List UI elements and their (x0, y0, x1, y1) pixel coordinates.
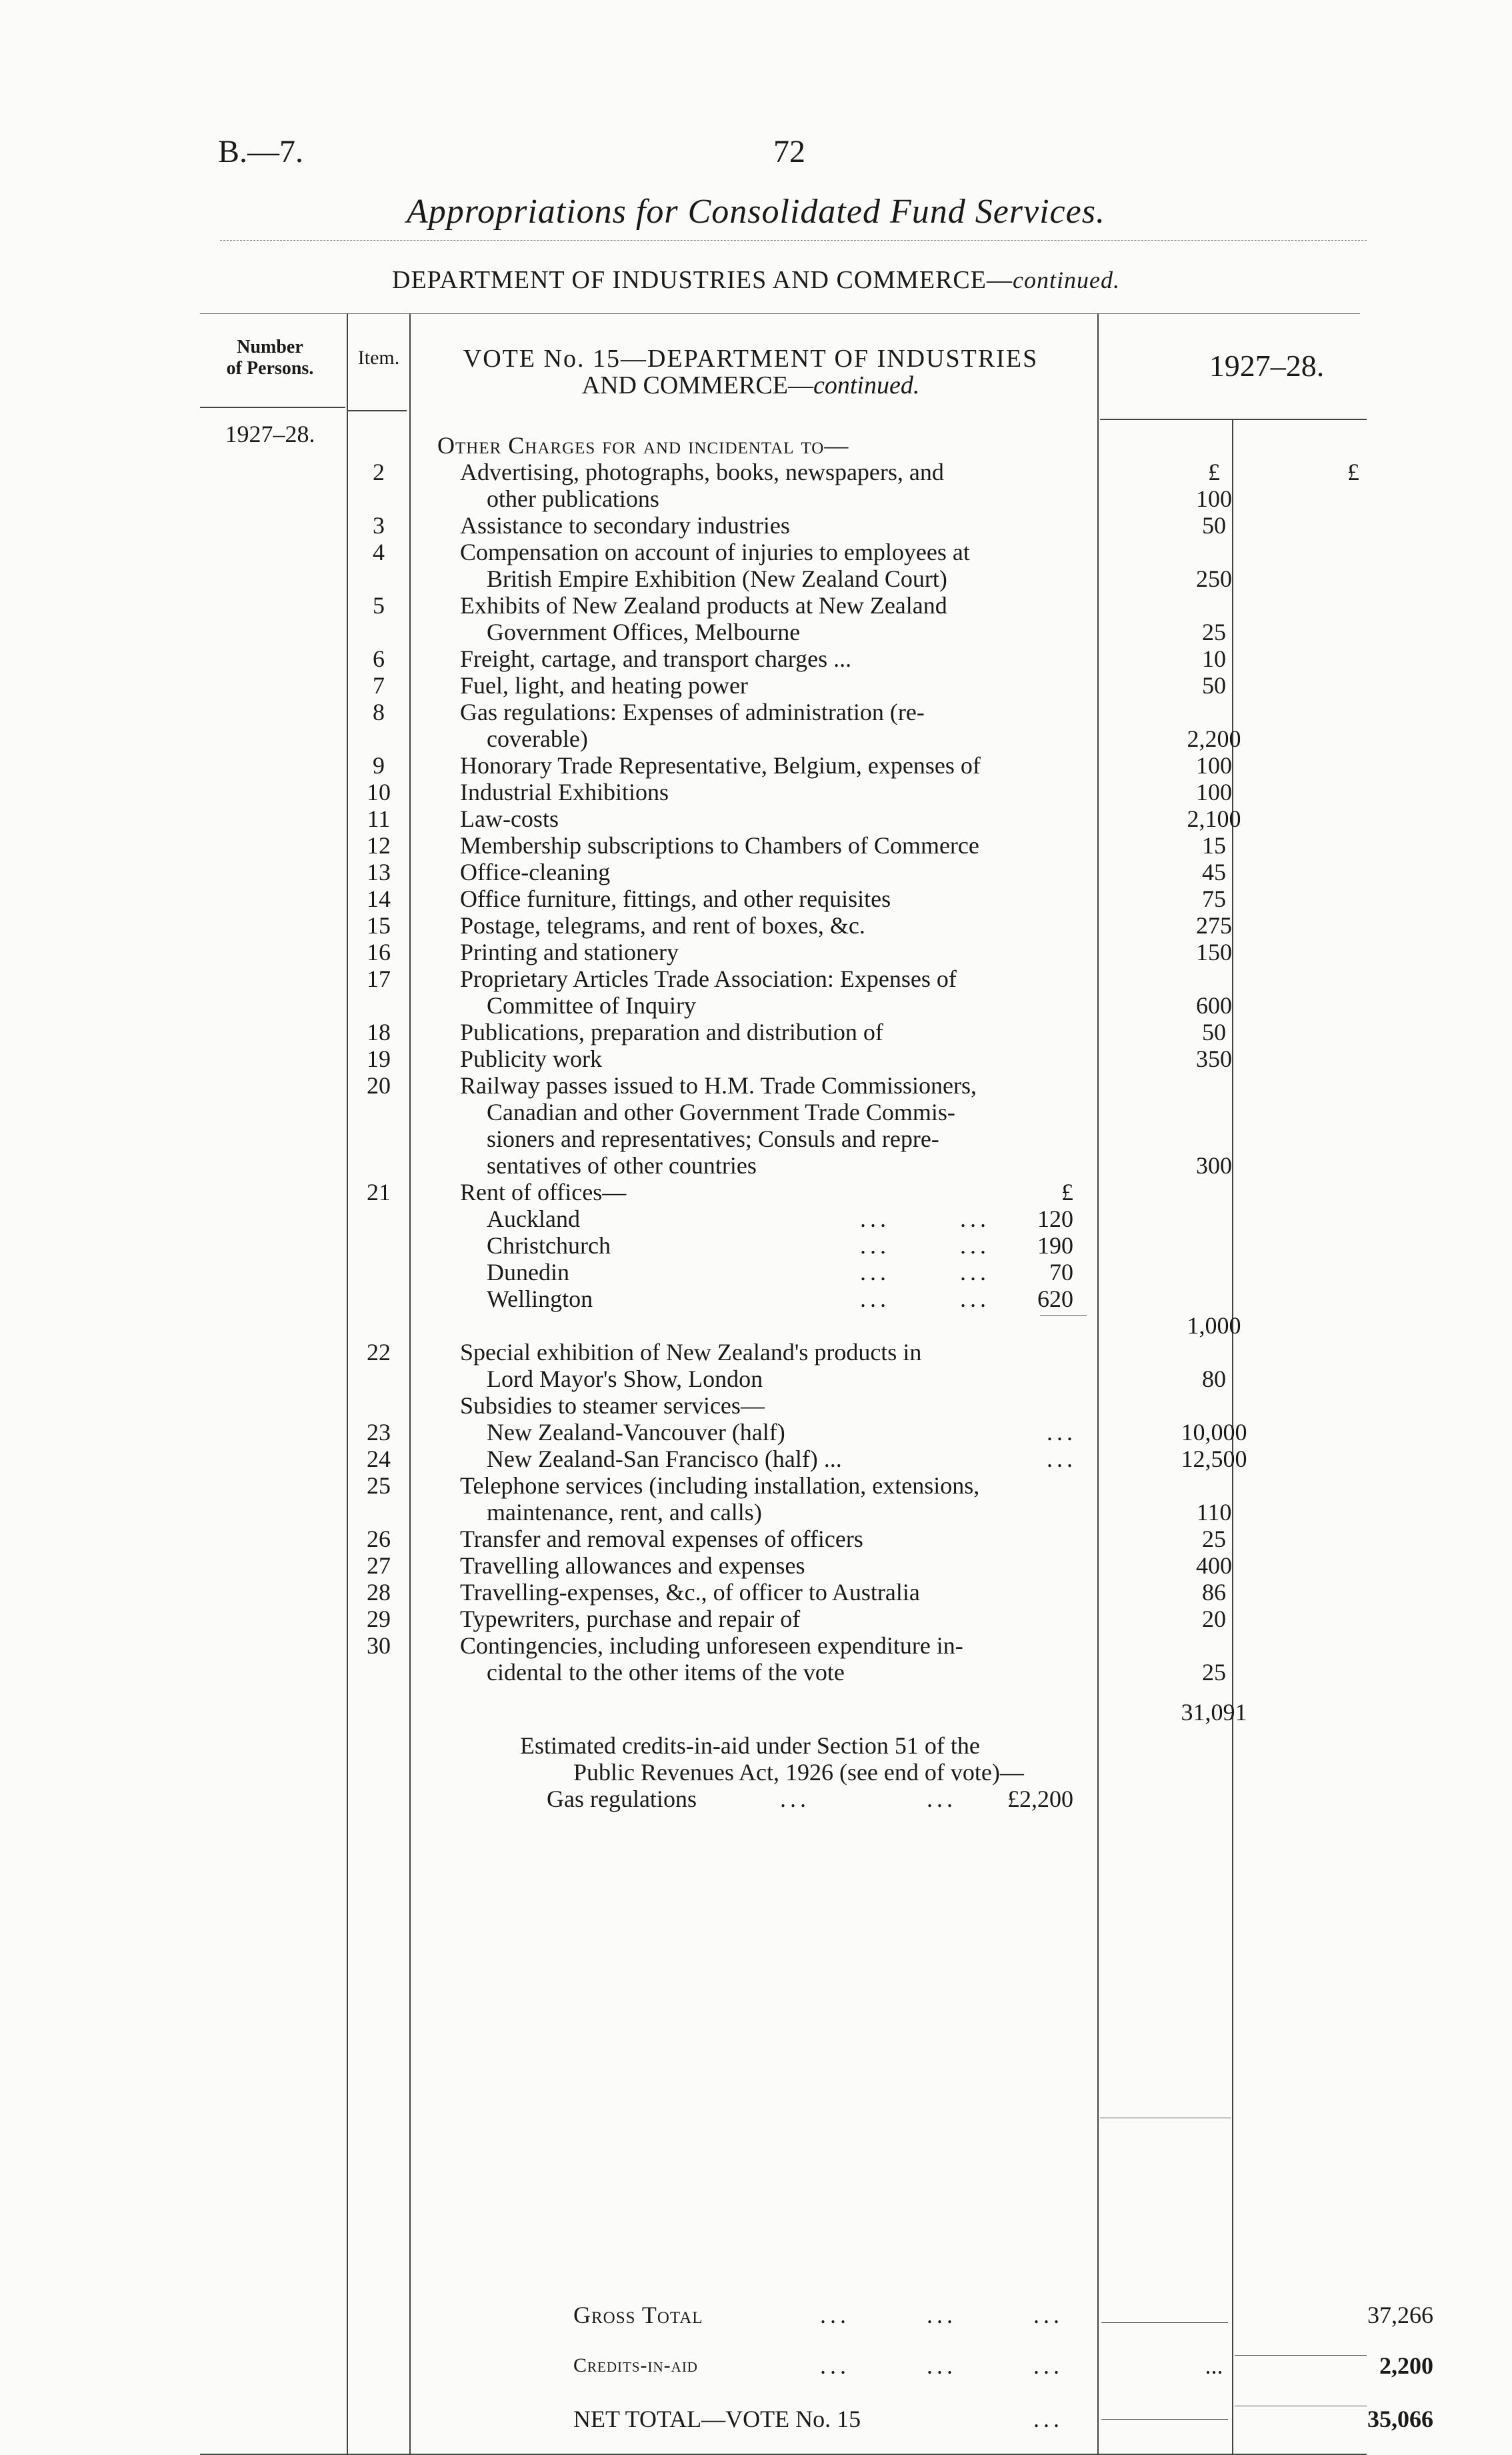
item-amount: 80 (1202, 1366, 1226, 1392)
table-row (353, 1286, 1433, 1312)
item-description: Committee of Inquiry (487, 992, 696, 1019)
dot-leader: ... (860, 1205, 890, 1232)
table-row (353, 805, 1433, 832)
item-description: Government Offices, Melbourne (487, 619, 801, 645)
credits-gas-label: Gas regulations (547, 1786, 697, 1812)
item-amount: 45 (1202, 859, 1226, 885)
table-row (353, 912, 1433, 939)
item-column-header: Item. (357, 347, 400, 369)
table-row (353, 725, 1433, 752)
department-heading (0, 265, 1512, 295)
table-row (353, 432, 1433, 459)
dot-leader: ... (927, 1786, 957, 1812)
item-description: Postage, telegrams, and rent of boxes, &c. (460, 912, 865, 939)
item-description: Special exhibition of New Zealand's products in (460, 1339, 922, 1366)
item-number: 23 (367, 1419, 391, 1446)
item-number: 9 (373, 752, 385, 779)
dot-leader: ... (1033, 2406, 1063, 2432)
office-amount: 620 (1037, 1286, 1073, 1312)
table-row (353, 1125, 1433, 1152)
item-amount: 100 (1196, 752, 1232, 779)
item-number: 15 (367, 912, 391, 939)
item-description: cidental to the other items of the vote (487, 1659, 845, 1686)
item-number: 19 (367, 1045, 391, 1072)
net-total-value: 35,066 (1367, 2406, 1433, 2432)
item-description: Telephone services (including installation, extensions, (460, 1472, 980, 1499)
rent-currency: £ (1061, 1179, 1073, 1205)
table-row (353, 885, 1433, 912)
item-description: Proprietary Articles Trade Association: Expenses of (460, 965, 957, 992)
item-description: British Empire Exhibition (New Zealand Court) (487, 565, 947, 592)
table-row (353, 539, 1433, 565)
section-heading: Other Charges for and incidental to— (437, 432, 849, 459)
item-amount: 75 (1202, 885, 1226, 912)
credits-note-line: Estimated credits-in-aid under Section 51 of the (520, 1732, 980, 1759)
item-number: 28 (367, 1579, 391, 1606)
item-description: Contingencies, including unforeseen expenditure in- (460, 1632, 963, 1659)
item-number: 26 (367, 1526, 391, 1552)
item-amount: 2,100 (1187, 805, 1241, 832)
item-amount: 2,200 (1187, 725, 1241, 752)
credits-in-aid-column: ... (1205, 2352, 1223, 2379)
table-row (353, 1392, 1433, 1419)
item-number: 29 (367, 1606, 391, 1632)
table-row (353, 1446, 1433, 1472)
table-row (353, 1152, 1433, 1179)
rent-label: Rent of offices— (460, 1179, 627, 1205)
item-amount: 10 (1202, 645, 1226, 672)
table-row (353, 1606, 1433, 1632)
item-number: 6 (373, 645, 385, 672)
item-number: 21 (367, 1179, 391, 1205)
item-amount: 275 (1196, 912, 1232, 939)
table-row (353, 1045, 1433, 1072)
item-amount: 100 (1196, 779, 1232, 805)
subsidy-name: New Zealand-Vancouver (half) (487, 1419, 785, 1446)
item-amount: 250 (1196, 565, 1232, 592)
table-row (353, 1699, 1433, 1726)
dot-leader: ... (860, 1259, 890, 1286)
item-description: Publicity work (460, 1045, 602, 1072)
credits-note-line: Public Revenues Act, 1926 (see end of vote)— (573, 1759, 1024, 1786)
item-amount: 25 (1202, 619, 1226, 645)
item-description: Advertising, photographs, books, newspapers, and (460, 459, 944, 485)
item-description: Travelling allowances and expenses (460, 1552, 805, 1579)
table-row (353, 1419, 1433, 1446)
item-description: Assistance to secondary industries (460, 512, 790, 539)
office-amount: 120 (1037, 1205, 1073, 1232)
item-number: 20 (367, 1072, 391, 1099)
item-description: Membership subscriptions to Chambers of Commerce (460, 832, 979, 859)
table-row (353, 1552, 1433, 1579)
item-amount: 20 (1202, 1606, 1226, 1632)
table-top-rule (200, 313, 1360, 314)
table-row (353, 1786, 1433, 1812)
item-number: 13 (367, 859, 391, 885)
persons-header-rule (200, 407, 345, 408)
item-description: Typewriters, purchase and repair of (460, 1606, 801, 1632)
table-row (353, 1659, 1433, 1686)
table-row (353, 832, 1433, 859)
vote-header-line1: VOTE No. 15—DEPARTMENT OF INDUSTRIES (463, 345, 1039, 373)
table-row (353, 752, 1433, 779)
table-row (353, 699, 1433, 725)
vote-header-line2-suffix: continued. (813, 371, 920, 399)
office-name: Auckland (487, 1205, 580, 1232)
dot-leader: ... (960, 1286, 990, 1312)
vote-header-line2-text: AND COMMERCE— (581, 371, 813, 399)
table-row (353, 485, 1433, 512)
dot-leader: ... (927, 2352, 957, 2379)
gross-total-rule (1235, 2355, 1367, 2356)
item-amount: 15 (1202, 832, 1226, 859)
item-number: 5 (373, 592, 385, 619)
persons-year: 1927–28. (225, 421, 315, 447)
item-number: 11 (367, 805, 391, 832)
dot-leader: ... (860, 1286, 890, 1312)
table-row (353, 1759, 1433, 1786)
dot-leader: ... (960, 1259, 990, 1286)
vote-header-line2 (411, 372, 1091, 399)
item-amount: 86 (1202, 1579, 1226, 1606)
subsidy-name: New Zealand-San Francisco (half) ... (487, 1446, 842, 1472)
item-number: 8 (373, 699, 385, 725)
page-title: Appropriations for Consolidated Fund Services. (407, 193, 1105, 231)
table-row (353, 1526, 1433, 1552)
table-row (353, 1099, 1433, 1125)
table-row (353, 592, 1433, 619)
table-row (353, 1579, 1433, 1606)
item-amount: 600 (1196, 992, 1232, 1019)
dot-leader: ... (927, 2302, 957, 2328)
table-row (353, 939, 1433, 965)
page-number: 72 (773, 134, 805, 169)
dot-leader: ... (820, 2352, 850, 2379)
item-description: Fuel, light, and heating power (460, 672, 748, 699)
office-name: Wellington (487, 1286, 593, 1312)
gross-total-value: 37,266 (1367, 2302, 1433, 2328)
credits-in-aid-value: 2,200 (1379, 2352, 1433, 2379)
dot-leader: ... (960, 1205, 990, 1232)
department-name: DEPARTMENT OF INDUSTRIES AND COMMERCE— (392, 266, 1013, 294)
item-amount: 400 (1196, 1552, 1232, 1579)
subsidy-amount: 10,000 (1181, 1419, 1247, 1446)
office-amount: 190 (1037, 1232, 1073, 1259)
item-description: sentatives of other countries (487, 1152, 757, 1179)
item-amount: 25 (1202, 1526, 1226, 1552)
item-header-rule (347, 410, 407, 411)
table-row (353, 1732, 1433, 1759)
year-header-rule (1100, 419, 1367, 420)
vote-column-header (411, 345, 1091, 399)
title-rule (220, 240, 1367, 241)
table-row (353, 859, 1433, 885)
dot-leader: ... (960, 1232, 990, 1259)
item-description: maintenance, rent, and calls) (487, 1499, 762, 1526)
persons-header-line1: Number (237, 337, 303, 357)
table-row (353, 1339, 1433, 1366)
item-description: coverable) (487, 725, 588, 752)
table-row (353, 1366, 1433, 1392)
dot-leader: ... (1047, 1446, 1077, 1472)
item-description: other publications (487, 485, 659, 512)
item-description: sioners and representatives; Consuls and repre- (487, 1125, 939, 1152)
office-name: Christchurch (487, 1232, 611, 1259)
item-number: 3 (373, 512, 385, 539)
item-amount: 50 (1202, 1019, 1226, 1045)
item-description: Gas regulations: Expenses of administration (re- (460, 699, 925, 725)
credits-in-aid-label: Credits-in-aid (573, 2354, 698, 2376)
item-description: Lord Mayor's Show, London (487, 1366, 763, 1392)
persons-header-line2: of Persons. (226, 358, 314, 379)
dot-leader: ... (820, 2302, 850, 2328)
dot-leader: ... (780, 1786, 810, 1812)
table-row (353, 965, 1433, 992)
table-row (353, 1259, 1433, 1286)
office-amount: 70 (1049, 1259, 1073, 1286)
currency-symbol-total: £ (1347, 459, 1359, 485)
dot-leader: ... (1047, 1419, 1077, 1446)
table-row (353, 779, 1433, 805)
item-number: 10 (367, 779, 391, 805)
table-row (353, 2352, 1433, 2379)
item-description: Travelling-expenses, &c., of officer to Australia (460, 1579, 920, 1606)
table-row (353, 1632, 1433, 1659)
item-amount: 110 (1196, 1499, 1232, 1526)
item-description: Exhibits of New Zealand products at New Zealand (460, 592, 947, 619)
dot-leader: ... (860, 1232, 890, 1259)
item-number: 16 (367, 939, 391, 965)
table-row (353, 1019, 1433, 1045)
item-number: 14 (367, 885, 391, 912)
gross-total-label: Gross Total (573, 2302, 703, 2328)
credits-gas-amount: £2,200 (1007, 1786, 1073, 1812)
table-row (353, 2406, 1433, 2432)
item-number: 30 (367, 1632, 391, 1659)
item-number: 27 (367, 1552, 391, 1579)
item-number: 22 (367, 1339, 391, 1366)
item-description: Honorary Trade Representative, Belgium, expenses of (460, 752, 981, 779)
dot-leader: ... (1033, 2352, 1063, 2379)
item-description: Freight, cartage, and transport charges ... (460, 645, 852, 672)
subsidy-amount: 12,500 (1181, 1446, 1247, 1472)
item-amount: 350 (1196, 1045, 1232, 1072)
item-description: Transfer and removal expenses of officers (460, 1526, 863, 1552)
persons-column-rule (347, 313, 348, 2454)
net-total-label: NET TOTAL—VOTE No. 15 (573, 2406, 861, 2432)
item-number: 7 (373, 672, 385, 699)
item-description: Office-cleaning (460, 859, 611, 885)
office-name: Dunedin (487, 1259, 569, 1286)
item-number: 24 (367, 1446, 391, 1472)
rent-total: 1,000 (1187, 1312, 1241, 1339)
item-amount: 25 (1202, 1659, 1226, 1686)
item-amount: 300 (1196, 1152, 1232, 1179)
item-number: 17 (367, 965, 391, 992)
table-row (353, 992, 1433, 1019)
table-row (353, 672, 1433, 699)
item-description: Industrial Exhibitions (460, 779, 669, 805)
table-row (353, 565, 1433, 592)
item-description: Compensation on account of injuries to employees at (460, 539, 970, 565)
persons-column-header (200, 337, 340, 379)
item-amount: 100 (1196, 485, 1232, 512)
item-description: Law-costs (460, 805, 559, 832)
table-row (353, 1179, 1433, 1205)
item-description: Printing and stationery (460, 939, 679, 965)
item-number: 25 (367, 1472, 391, 1499)
item-amount: 150 (1196, 939, 1232, 965)
subtotal-amount: 31,091 (1181, 1699, 1247, 1726)
department-suffix: continued. (1012, 267, 1120, 293)
table-row (353, 459, 1433, 485)
dot-leader: ... (1033, 2302, 1063, 2328)
table-row (353, 619, 1433, 645)
document-reference: B.—7. (218, 134, 304, 169)
item-number: 4 (373, 539, 385, 565)
gross-total-dash (1101, 2322, 1228, 2323)
table-row (353, 2302, 1433, 2328)
net-total-dash (1101, 2419, 1228, 2420)
year-column-header: 1927–28. (1209, 349, 1325, 383)
item-description: Publications, preparation and distribution of (460, 1019, 883, 1045)
table-row (353, 512, 1433, 539)
table-row (353, 1072, 1433, 1099)
item-number: 2 (373, 459, 385, 485)
item-amount: 50 (1202, 672, 1226, 699)
table-row (353, 1499, 1433, 1526)
item-amount: 50 (1202, 512, 1226, 539)
currency-symbol: £ (1208, 459, 1220, 485)
item-description: Railway passes issued to H.M. Trade Commissioners, (460, 1072, 977, 1099)
rent-subtotal-rule (1040, 1315, 1087, 1316)
table-row (353, 1472, 1433, 1499)
item-description: Canadian and other Government Trade Commis- (487, 1099, 955, 1125)
table-row (353, 1312, 1433, 1339)
table-row (353, 1205, 1433, 1232)
item-number: 18 (367, 1019, 391, 1045)
table-row (353, 1232, 1433, 1259)
item-description: Office furniture, fittings, and other requisites (460, 885, 891, 912)
table-row (353, 645, 1433, 672)
item-number: 12 (367, 832, 391, 859)
subsidies-label: Subsidies to steamer services— (460, 1392, 765, 1419)
